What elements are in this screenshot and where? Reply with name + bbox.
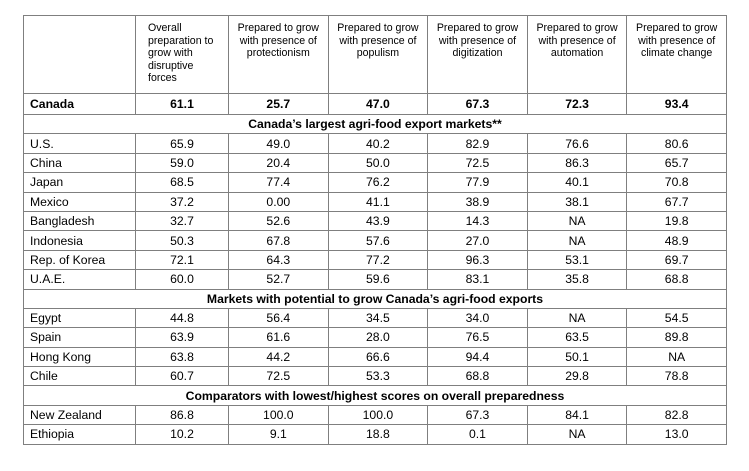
row-label: U.S. (24, 134, 136, 153)
table-cell: 40.2 (328, 134, 428, 153)
table-row (24, 192, 727, 211)
table-cell: 76.2 (328, 173, 428, 192)
table-cell: 50.3 (136, 231, 229, 250)
table-cell: 65.9 (136, 134, 229, 153)
table-cell: 54.5 (627, 308, 727, 327)
table-cell: 86.3 (527, 153, 627, 172)
table-cell: 80.6 (627, 134, 727, 153)
table-cell: 9.1 (229, 425, 329, 444)
row-label: Spain (24, 328, 136, 347)
row-label: Mexico (24, 192, 136, 211)
table-cell: 61.1 (136, 94, 229, 115)
table-cell: 32.7 (136, 211, 229, 230)
row-label: Hong Kong (24, 347, 136, 366)
table-row (24, 231, 727, 250)
table-cell: 56.4 (229, 308, 329, 327)
table-cell: NA (627, 347, 727, 366)
table-cell: 82.9 (428, 134, 528, 153)
section-title: Markets with potential to grow Canada’s agri-food exports (24, 289, 727, 308)
table-cell: 50.1 (527, 347, 627, 366)
table-cell: 78.8 (627, 367, 727, 386)
table-cell: 44.2 (229, 347, 329, 366)
row-label: Rep. of Korea (24, 250, 136, 269)
table-cell: 52.6 (229, 211, 329, 230)
row-label: New Zealand (24, 405, 136, 424)
section-header-row (24, 115, 727, 134)
table-cell: 63.5 (527, 328, 627, 347)
table-cell: 40.1 (527, 173, 627, 192)
table-row (24, 173, 727, 192)
column-header: Prepared to grow with presence of protectionism (229, 16, 329, 94)
table-cell: 67.3 (428, 405, 528, 424)
table-cell: 52.7 (229, 270, 329, 289)
table-cell: 60.7 (136, 367, 229, 386)
table-cell: 49.0 (229, 134, 329, 153)
preparedness-table (23, 15, 727, 445)
table-cell: 37.2 (136, 192, 229, 211)
row-label: U.A.E. (24, 270, 136, 289)
table-cell: 94.4 (428, 347, 528, 366)
table-cell: 77.2 (328, 250, 428, 269)
table-cell: 68.5 (136, 173, 229, 192)
table-row (24, 367, 727, 386)
table-cell: 64.3 (229, 250, 329, 269)
table-cell: 14.3 (428, 211, 528, 230)
table-cell: 89.8 (627, 328, 727, 347)
table-row (24, 250, 727, 269)
table-cell: 44.8 (136, 308, 229, 327)
table-cell: NA (527, 425, 627, 444)
table-cell: 48.9 (627, 231, 727, 250)
table-cell: 76.6 (527, 134, 627, 153)
table-row (24, 134, 727, 153)
corner-cell (24, 16, 136, 94)
table-cell: 70.8 (627, 173, 727, 192)
column-header: Overall preparation to grow with disruptive forces (136, 16, 229, 94)
table-cell: 63.8 (136, 347, 229, 366)
table-cell: 72.3 (527, 94, 627, 115)
row-label: Egypt (24, 308, 136, 327)
table-cell: 72.5 (428, 153, 528, 172)
table-cell: 67.7 (627, 192, 727, 211)
row-label: Ethiopia (24, 425, 136, 444)
table-cell: 61.6 (229, 328, 329, 347)
column-header: Prepared to grow with presence of populism (328, 16, 428, 94)
table-row (24, 405, 727, 424)
table-row (24, 308, 727, 327)
table-cell: 38.9 (428, 192, 528, 211)
table-cell: 57.6 (328, 231, 428, 250)
table-cell: 59.0 (136, 153, 229, 172)
table-row (24, 328, 727, 347)
table-cell: NA (527, 231, 627, 250)
table-cell: 67.3 (428, 94, 528, 115)
table-cell: 18.8 (328, 425, 428, 444)
table-cell: 20.4 (229, 153, 329, 172)
table-row-canada (24, 94, 727, 115)
column-header: Prepared to grow with presence of automation (527, 16, 627, 94)
table-cell: 34.5 (328, 308, 428, 327)
row-label: Indonesia (24, 231, 136, 250)
table-cell: 50.0 (328, 153, 428, 172)
table-cell: 41.1 (328, 192, 428, 211)
table-cell: 47.0 (328, 94, 428, 115)
row-label: Chile (24, 367, 136, 386)
table-row (24, 211, 727, 230)
table-cell: 77.9 (428, 173, 528, 192)
table-cell: 67.8 (229, 231, 329, 250)
table-cell: 100.0 (328, 405, 428, 424)
table-cell: 86.8 (136, 405, 229, 424)
row-label: Canada (24, 94, 136, 115)
table-cell: 93.4 (627, 94, 727, 115)
table-cell: 72.5 (229, 367, 329, 386)
table-cell: NA (527, 308, 627, 327)
table-cell: 68.8 (627, 270, 727, 289)
section-header-row (24, 289, 727, 308)
row-label: Bangladesh (24, 211, 136, 230)
table-cell: 63.9 (136, 328, 229, 347)
column-header: Prepared to grow with presence of digitization (428, 16, 528, 94)
table-cell: 34.0 (428, 308, 528, 327)
table-row (24, 153, 727, 172)
section-title: Comparators with lowest/highest scores on overall preparedness (24, 386, 727, 405)
table-cell: 43.9 (328, 211, 428, 230)
header-row (24, 16, 727, 94)
table-cell: 76.5 (428, 328, 528, 347)
table-cell: 25.7 (229, 94, 329, 115)
table-cell: 96.3 (428, 250, 528, 269)
table-cell: 59.6 (328, 270, 428, 289)
table-cell: 0.00 (229, 192, 329, 211)
table-cell: 10.2 (136, 425, 229, 444)
table-cell: 29.8 (527, 367, 627, 386)
table-cell: 77.4 (229, 173, 329, 192)
table-cell: 13.0 (627, 425, 727, 444)
row-label: Japan (24, 173, 136, 192)
table-cell: 38.1 (527, 192, 627, 211)
table-cell: NA (527, 211, 627, 230)
table-cell: 53.1 (527, 250, 627, 269)
table-row (24, 347, 727, 366)
table-cell: 0.1 (428, 425, 528, 444)
table-cell: 83.1 (428, 270, 528, 289)
table-row (24, 270, 727, 289)
table-cell: 35.8 (527, 270, 627, 289)
column-header: Prepared to grow with presence of climate change (627, 16, 727, 94)
table-cell: 28.0 (328, 328, 428, 347)
table-cell: 72.1 (136, 250, 229, 269)
table-cell: 68.8 (428, 367, 528, 386)
table-cell: 65.7 (627, 153, 727, 172)
table-cell: 60.0 (136, 270, 229, 289)
table-row (24, 425, 727, 444)
section-title: Canada’s largest agri-food export markets** (24, 115, 727, 134)
row-label: China (24, 153, 136, 172)
table-cell: 100.0 (229, 405, 329, 424)
table-cell: 69.7 (627, 250, 727, 269)
table-cell: 84.1 (527, 405, 627, 424)
table-cell: 82.8 (627, 405, 727, 424)
table-cell: 27.0 (428, 231, 528, 250)
table-cell: 66.6 (328, 347, 428, 366)
section-header-row (24, 386, 727, 405)
table-cell: 53.3 (328, 367, 428, 386)
table-cell: 19.8 (627, 211, 727, 230)
